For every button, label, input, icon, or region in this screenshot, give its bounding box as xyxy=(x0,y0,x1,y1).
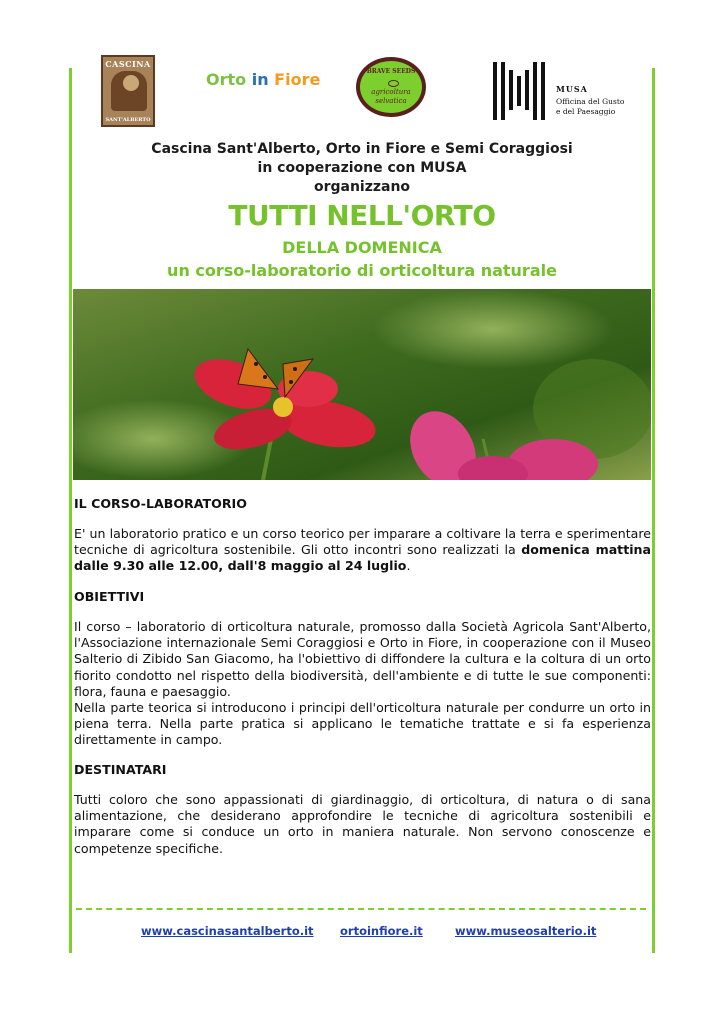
obiettivi-para-1: Il corso – laboratorio di orticoltura naturale, promosso dalla Società Agricola Sant'Alberto, l'Associazione internazionale Semi Coraggiosi e Orto in Fiore, in cooperazione con il Museo Salterio di Zibido San Giacomo, ha l'obiettivo di diffondere la cultura e la coltura di un orto fiorito condotto nel rispetto della biodiversità, dell'ambiente e di tutte le sue componenti: flora, fauna e paesaggio. xyxy=(74,619,651,699)
orto-word: Orto xyxy=(206,70,247,89)
link-cascina[interactable]: www.cascinasantalberto.it xyxy=(141,924,314,938)
obiettivi-para-2: Nella parte teorica si introducono i principi dell'orticoltura naturale per condurre un orto in piena terra. Nella parte pratica si applicano le tematiche trattate e si fa esperienza direttamente in campo. xyxy=(74,700,651,748)
section-heading-destinatari: DESTINATARI xyxy=(74,762,167,777)
intro-line-3: organizzano xyxy=(313,179,411,195)
brave-seeds-line1: agricoltura xyxy=(371,88,411,96)
brave-seeds-caption xyxy=(360,88,422,106)
musa-logo-text xyxy=(556,84,624,117)
corso-text-a: E' un laboratorio pratico e un corso teorico per imparare a coltivare la terra e sperimentare tecniche di agricoltura sostenibile. Gli otto incontri sono realizzati la xyxy=(74,526,651,558)
intro-line-1: Cascina Sant'Alberto, Orto in Fiore e Semi Coraggiosi xyxy=(151,141,573,157)
subtitle-2: un corso-laboratorio di orticoltura naturale xyxy=(167,261,557,280)
brave-seeds-logo xyxy=(356,57,426,117)
butterfly-flower-photo xyxy=(73,289,651,480)
seed-icon xyxy=(388,80,399,87)
musa-name: MUSA xyxy=(556,84,588,94)
link-ortoinfiore[interactable]: ortoinfiore.it xyxy=(340,924,423,938)
section-heading-obiettivi: OBIETTIVI xyxy=(74,589,145,604)
fiore-word: Fiore xyxy=(274,70,321,89)
section-heading-corso: IL CORSO-LABORATORIO xyxy=(74,496,247,511)
subtitle-1: DELLA DOMENICA xyxy=(282,238,442,257)
page-title: TUTTI NELL'ORTO xyxy=(228,199,496,232)
orto-in-fiore-logo xyxy=(206,70,320,89)
cascina-head-icon xyxy=(123,75,139,91)
brave-seeds-top-text: BRAVE SEEDS xyxy=(366,68,416,75)
section-text-corso xyxy=(74,526,651,575)
corso-text-b: . xyxy=(406,558,411,574)
cascina-logo xyxy=(101,55,155,127)
in-word: in xyxy=(251,70,269,89)
cascina-logo-bottom-text: SANT'ALBERTO xyxy=(105,117,151,123)
brave-seeds-line2: selvatica xyxy=(375,97,407,105)
section-text-obiettivi xyxy=(74,619,651,749)
corso-text-bold: domenica mattina dalle 9.30 alle 12.00, dall'8 maggio al 24 luglio xyxy=(74,542,652,574)
footer-dashed-rule xyxy=(76,908,646,910)
intro-line-2: in cooperazione con MUSA xyxy=(257,160,467,176)
section-text-destinatari: Tutti coloro che sono appassionati di giardinaggio, di orticoltura, di natura o di sana alimentazione, che desiderano approfondire le tecniche di agricoltura sostenibili e imparare come si conduce un orto in maniera naturale. Non servono conoscenze e competenze specifiche. xyxy=(74,792,651,856)
link-museosalterio[interactable]: www.museosalterio.it xyxy=(455,924,597,938)
musa-logo-mark xyxy=(493,62,545,120)
cascina-logo-top-text: CASCINA xyxy=(105,59,151,69)
musa-line2: e del Paesaggio xyxy=(556,107,616,116)
musa-line1: Officina del Gusto xyxy=(556,97,625,106)
